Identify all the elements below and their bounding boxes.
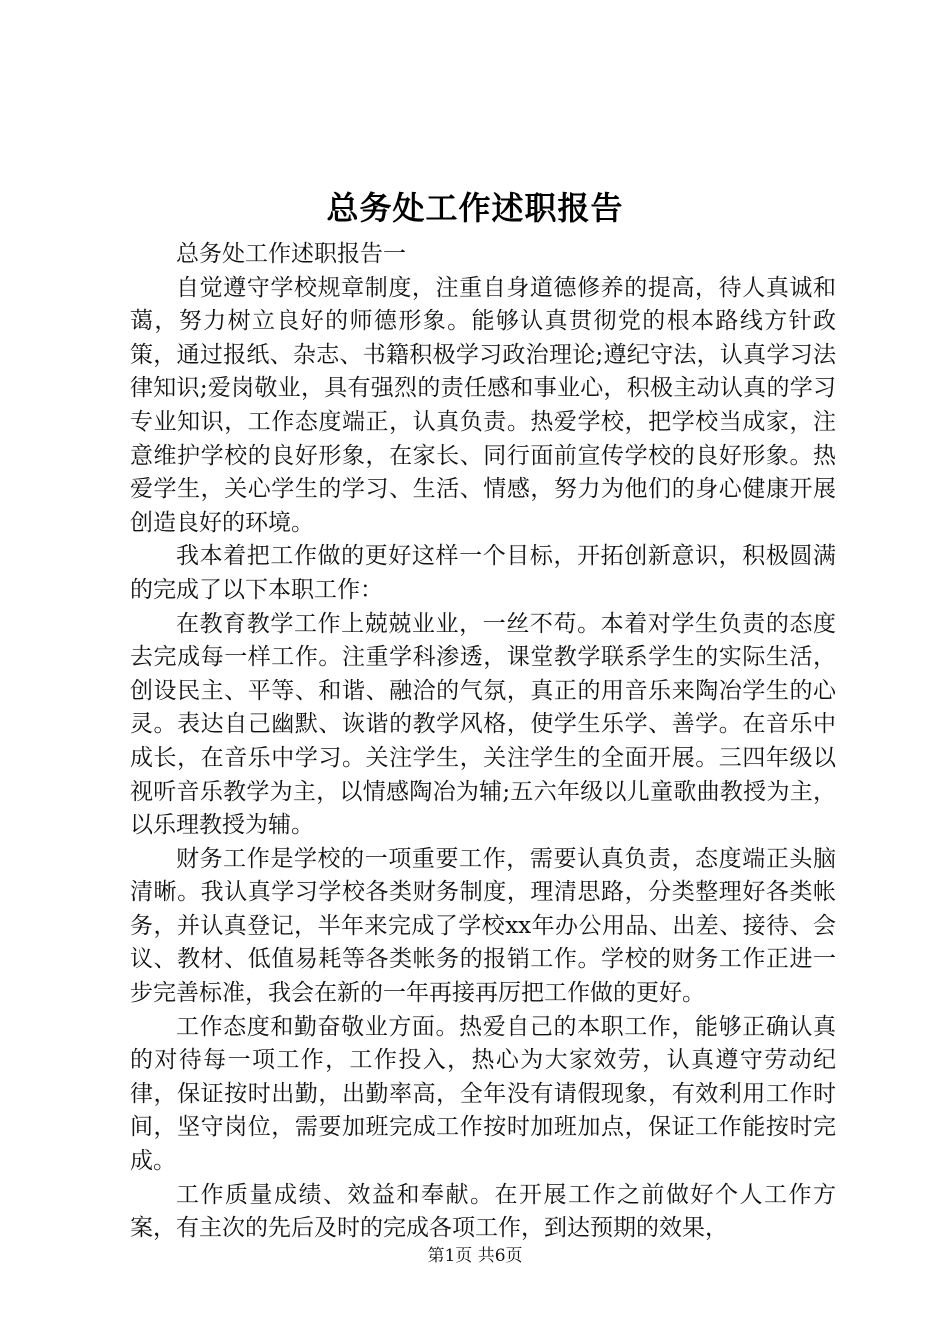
- paragraph-conduct: 自觉遵守学校规章制度，注重自身道德修养的提高，待人真诚和蔼，努力树立良好的师德形象。能够认真贯彻党的根本路线方针政策，通过报纸、杂志、书籍积极学习政治理论;遵纪守法，认真学习法律知识;爱岗敬业，具有强烈的责任感和事业心，积极主动认真的学习专业知识，工作态度端正，认真负责。热爱学校，把学校当成家，注意维护学校的良好形象，在家长、同行面前宣传学校的良好形象。热爱学生，关心学生的学习、生活、情感，努力为他们的身心健康开展创造良好的环境。: [130, 274, 836, 536]
- paragraph-teaching: 在教育教学工作上兢兢业业，一丝不苟。本着对学生负责的态度去完成每一样工作。注重学科渗透，课堂教学联系学生的实际生活，创设民主、平等、和谐、融洽的气氛，真正的用音乐来陶冶学生的心灵。表达自己幽默、诙谐的教学风格，使学生乐学、善学。在音乐中成长，在音乐中学习。关注学生，关注学生的全面开展。三四年级以视听音乐教学为主，以情感陶冶为辅;五六年级以儿童歌曲教授为主，以乐理教授为辅。: [130, 610, 836, 839]
- paragraph-attitude: 工作态度和勤奋敬业方面。热爱自己的本职工作，能够正确认真的对待每一项工作，工作投入，热心为大家效劳，认真遵守劳动纪律，保证按时出勤，出勤率高，全年没有请假现象，有效利用工作时间，坚守岗位，需要加班完成工作按时加班加点，保证工作能按时完成。: [130, 1013, 836, 1175]
- paragraph-subtitle: 总务处工作述职报告一: [176, 241, 406, 267]
- document-body: [130, 238, 836, 1246]
- page-number-footer: 第1页 共6页: [427, 1246, 523, 1266]
- paragraph-quality: 工作质量成绩、效益和奉献。在开展工作之前做好个人工作方案，有主次的先后及时的完成各项工作，到达预期的效果，: [130, 1181, 836, 1242]
- paragraph-goal: 我本着把工作做的更好这样一个目标，开拓创新意识，积极圆满的完成了以下本职工作：: [130, 543, 836, 603]
- document-title: 总务处工作述职报告: [326, 189, 624, 227]
- paragraph-finance: 财务工作是学校的一项重要工作，需要认真负责，态度端正头脑清晰。我认真学习学校各类财务制度，理清思路，分类整理好各类帐务，并认真登记，半年来完成了学校xx年办公用品、出差、接待、会议、教材、低值易耗等各类帐务的报销工作。学校的财务工作正进一步完善标准，我会在新的一年再接再厉把工作做的更好。: [130, 845, 836, 1007]
